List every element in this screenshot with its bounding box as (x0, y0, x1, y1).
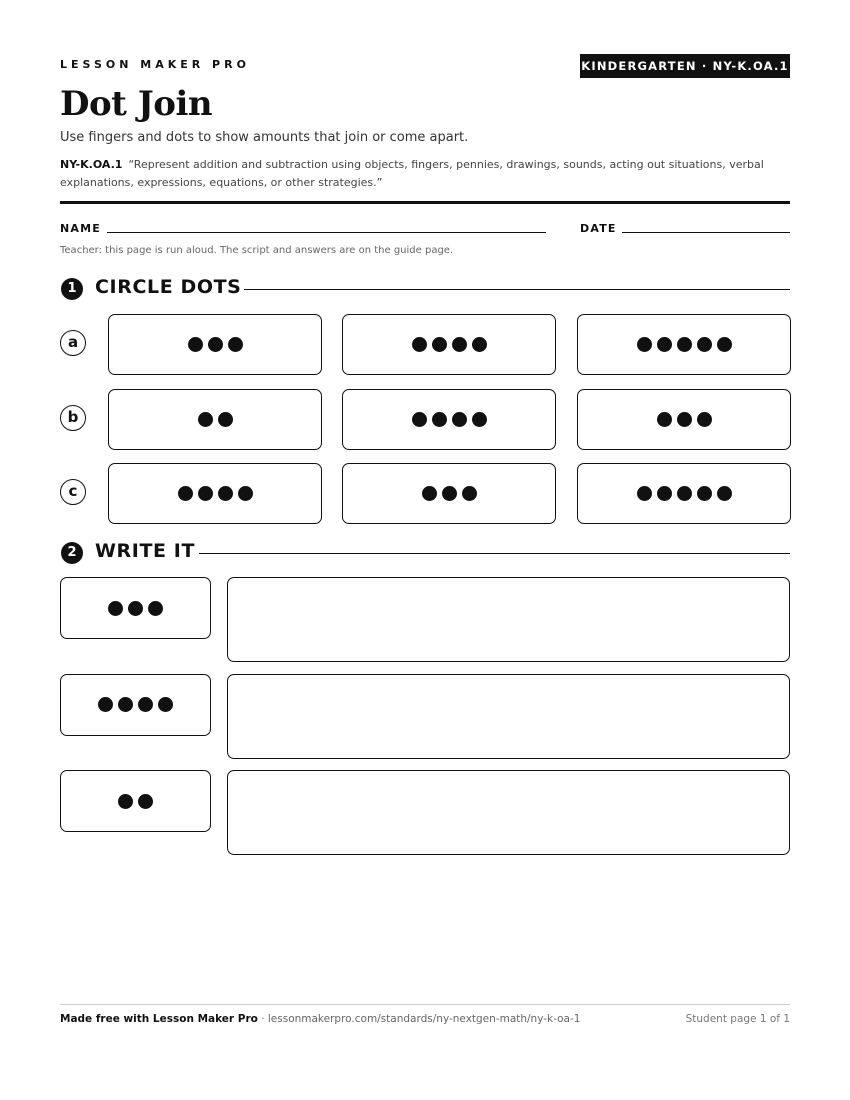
standard-code: NY-K.OA.1 (60, 158, 123, 171)
footer-credit (60, 1013, 580, 1025)
dot (657, 486, 672, 501)
date-label: DATE (580, 222, 617, 235)
write-it-dot-card-2 (60, 674, 211, 736)
dot (138, 697, 153, 712)
dot (218, 486, 233, 501)
grade-standard-badge: KINDERGARTEN · NY-K.OA.1 (580, 54, 790, 78)
write-answer-box-2[interactable] (227, 674, 790, 759)
section-1-title: CIRCLE DOTS (95, 276, 242, 298)
dot-card-c-3[interactable] (577, 463, 791, 524)
write-answer-box-3[interactable] (227, 770, 790, 855)
write-it-dot-card-3 (60, 770, 211, 832)
dot-card-c-2[interactable] (342, 463, 556, 524)
dot (228, 337, 243, 352)
dot (128, 601, 143, 616)
brand-name: LESSON MAKER PRO (60, 58, 250, 71)
dot-card-b-2[interactable] (342, 389, 556, 450)
dot-card-b-1[interactable] (108, 389, 322, 450)
dot (432, 337, 447, 352)
section-2-rule (199, 553, 790, 554)
dot (158, 697, 173, 712)
dot (677, 337, 692, 352)
dot (717, 337, 732, 352)
row-letter-b: b (60, 405, 86, 431)
dot-card-b-3[interactable] (577, 389, 791, 450)
dot (98, 697, 113, 712)
dot-card-a-2[interactable] (342, 314, 556, 375)
dot (138, 794, 153, 809)
dot (432, 412, 447, 427)
dot (462, 486, 477, 501)
dot (637, 486, 652, 501)
section-1-number: 1 (61, 278, 83, 300)
teacher-note: Teacher: this page is run aloud. The script and answers are on the guide page. (60, 245, 454, 256)
dot-card-a-3[interactable] (577, 314, 791, 375)
standard-text: “Represent addition and subtraction using objects, fingers, pennies, drawings, sounds, acting out situations, verbal explanations, expressions, equations, or other strategies.” (60, 158, 764, 189)
section-1-rule (244, 289, 790, 290)
dot (657, 412, 672, 427)
write-it-dot-card-1 (60, 577, 211, 639)
page-subtitle: Use fingers and dots to show amounts that join or come apart. (60, 130, 469, 145)
footer-made-with: Made free with Lesson Maker Pro (60, 1013, 258, 1025)
footer-divider (60, 1004, 790, 1005)
dot (452, 337, 467, 352)
section-2-title: WRITE IT (95, 540, 196, 562)
dot (442, 486, 457, 501)
dot (472, 412, 487, 427)
dot (452, 412, 467, 427)
dot (697, 337, 712, 352)
dot (178, 486, 193, 501)
standard-description (60, 156, 770, 192)
dot (412, 412, 427, 427)
dot (108, 601, 123, 616)
dot-card-a-1[interactable] (108, 314, 322, 375)
dot (198, 486, 213, 501)
name-label: NAME (60, 222, 101, 235)
dot (697, 486, 712, 501)
dot (677, 486, 692, 501)
write-answer-box-1[interactable] (227, 577, 790, 662)
dot (118, 697, 133, 712)
dot (472, 337, 487, 352)
name-line[interactable] (107, 232, 546, 233)
dot (677, 412, 692, 427)
dot (657, 337, 672, 352)
header-divider (60, 201, 790, 204)
footer-url[interactable]: · lessonmakerpro.com/standards/ny-nextgen-math/ny-k-oa-1 (257, 1013, 581, 1025)
row-letter-a: a (60, 330, 86, 356)
dot-card-c-1[interactable] (108, 463, 322, 524)
dot (238, 486, 253, 501)
dot (198, 412, 213, 427)
row-letter-c: c (60, 479, 86, 505)
dot (697, 412, 712, 427)
dot (412, 337, 427, 352)
date-line[interactable] (622, 232, 790, 233)
dot (188, 337, 203, 352)
dot (208, 337, 223, 352)
dot (218, 412, 233, 427)
dot (637, 337, 652, 352)
dot (118, 794, 133, 809)
page-title: Dot Join (60, 84, 213, 124)
dot (717, 486, 732, 501)
section-2-number: 2 (61, 542, 83, 564)
dot (148, 601, 163, 616)
dot (422, 486, 437, 501)
footer-page-number: Student page 1 of 1 (685, 1013, 790, 1025)
